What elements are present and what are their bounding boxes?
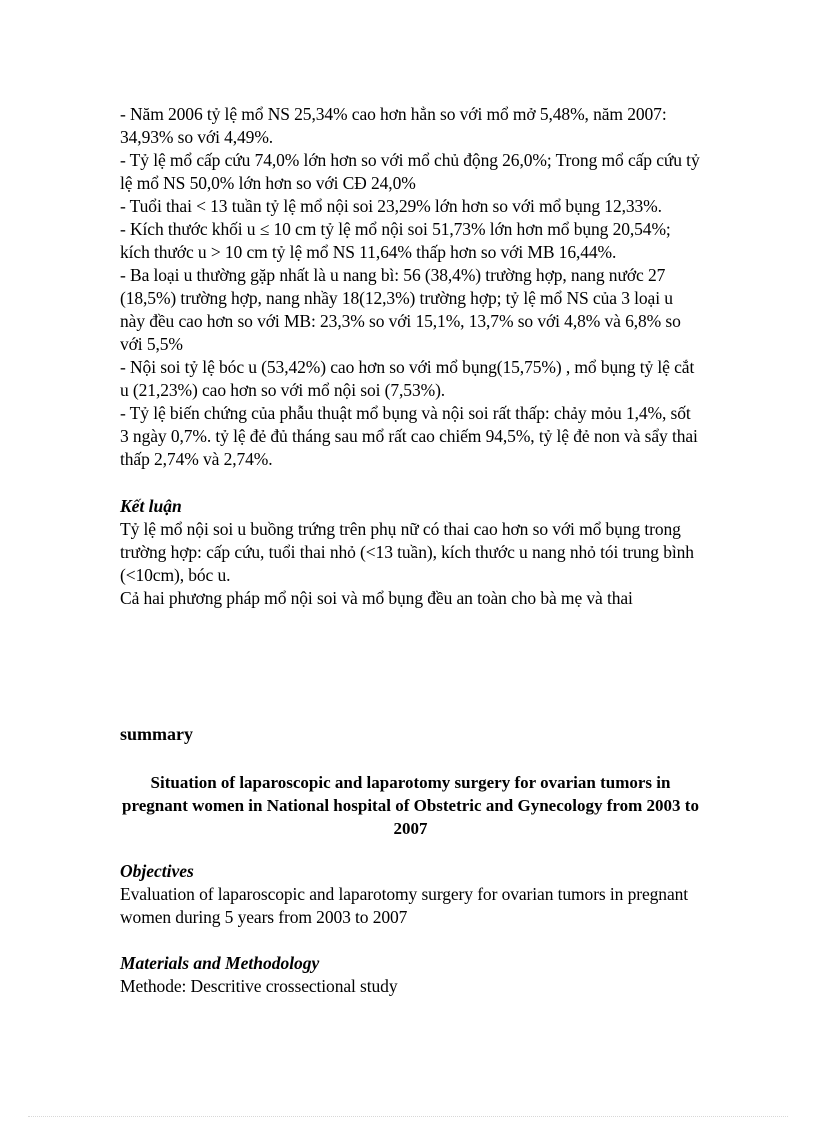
methods-heading: Materials and Methodology bbox=[120, 953, 320, 973]
conclusion-paragraph: Cả hai phương pháp mổ nội soi và mổ bụng đều an toàn cho bà mẹ và thai bbox=[120, 588, 633, 608]
findings-list bbox=[120, 103, 700, 471]
finding-item: - Ba loại u thường gặp nhất là u nang bì: 56 (38,4%) trường hợp, nang nước 27 (18,5%) trường hợp, nang nhầy 18(12,3%) trường hợp; tỷ lệ mổ NS của 3 loại u này đều cao hơn so với MB: 23,3% so với 15,1%, 13,7% so với 4,8% và 6,8% so với 5,5% bbox=[120, 265, 681, 354]
page-footer-divider bbox=[28, 1116, 788, 1117]
objectives-section bbox=[120, 860, 700, 929]
finding-item: - Tỷ lệ mổ cấp cứu 74,0% lớn hơn so với mổ chủ động 26,0%; Trong mổ cấp cứu tỷ lệ mổ NS 50,0% lớn hơn so với CĐ 24,0% bbox=[120, 150, 700, 193]
objectives-text: Evaluation of laparoscopic and laparotomy surgery for ovarian tumors in pregnant women during 5 years from 2003 to 2007 bbox=[120, 884, 689, 927]
objectives-heading: Objectives bbox=[120, 861, 194, 881]
summary-body bbox=[120, 860, 700, 1021]
summary-heading: summary bbox=[120, 724, 193, 744]
conclusion-heading: Kết luận bbox=[120, 496, 182, 516]
document-page bbox=[120, 103, 700, 996]
finding-item: - Nội soi tỷ lệ bóc u (53,42%) cao hơn so với mổ bụng(15,75%) , mổ bụng tỷ lệ cắt u (21,23%) cao hơn so với mổ nội soi (7,53%). bbox=[120, 357, 695, 400]
finding-item: - Tuổi thai < 13 tuần tỷ lệ mổ nội soi 23,29% lớn hơn so với mổ bụng 12,33%. bbox=[120, 196, 662, 216]
finding-item: - Kích thước khối u ≤ 10 cm tỷ lệ mổ nội soi 51,73% lớn hơn mổ bụng 20,54%; kích thước u > 10 cm tỷ lệ mổ NS 11,64% thấp hơn so với MB 16,44%. bbox=[120, 219, 671, 262]
finding-item: - Tỷ lệ biến chứng của phẫu thuật mổ bụng và nội soi rất thấp: chảy mỏu 1,4%, sốt 3 ngày 0,7%. tỷ lệ đẻ đủ tháng sau mổ rất cao chiếm 94,5%, tỷ lệ đẻ non và sẩy thai thấp 2,74% và 2,74%. bbox=[120, 403, 698, 469]
methods-section bbox=[120, 952, 700, 998]
finding-item: - Năm 2006 tỷ lệ mổ NS 25,34% cao hơn hẳn so với mổ mở 5,48%, năm 2007: 34,93% so với 4,49%. bbox=[120, 104, 667, 147]
methods-text: Methode: Descritive crossectional study bbox=[120, 976, 398, 996]
conclusion-paragraph: Tỷ lệ mổ nội soi u buồng trứng trên phụ nữ có thai cao hơn so với mổ bụng trong trường hợp: cấp cứu, tuổi thai nhỏ (<13 tuần), kích thước u nang nhỏ tói trung bình (<10cm), bóc u. bbox=[120, 519, 694, 585]
conclusion-section bbox=[120, 495, 700, 610]
summary-title: Situation of laparoscopic and laparotomy surgery for ovarian tumors in pregnant women in National hospital of Obstetric and Gynecology from 2003 to 2007 bbox=[122, 773, 699, 838]
